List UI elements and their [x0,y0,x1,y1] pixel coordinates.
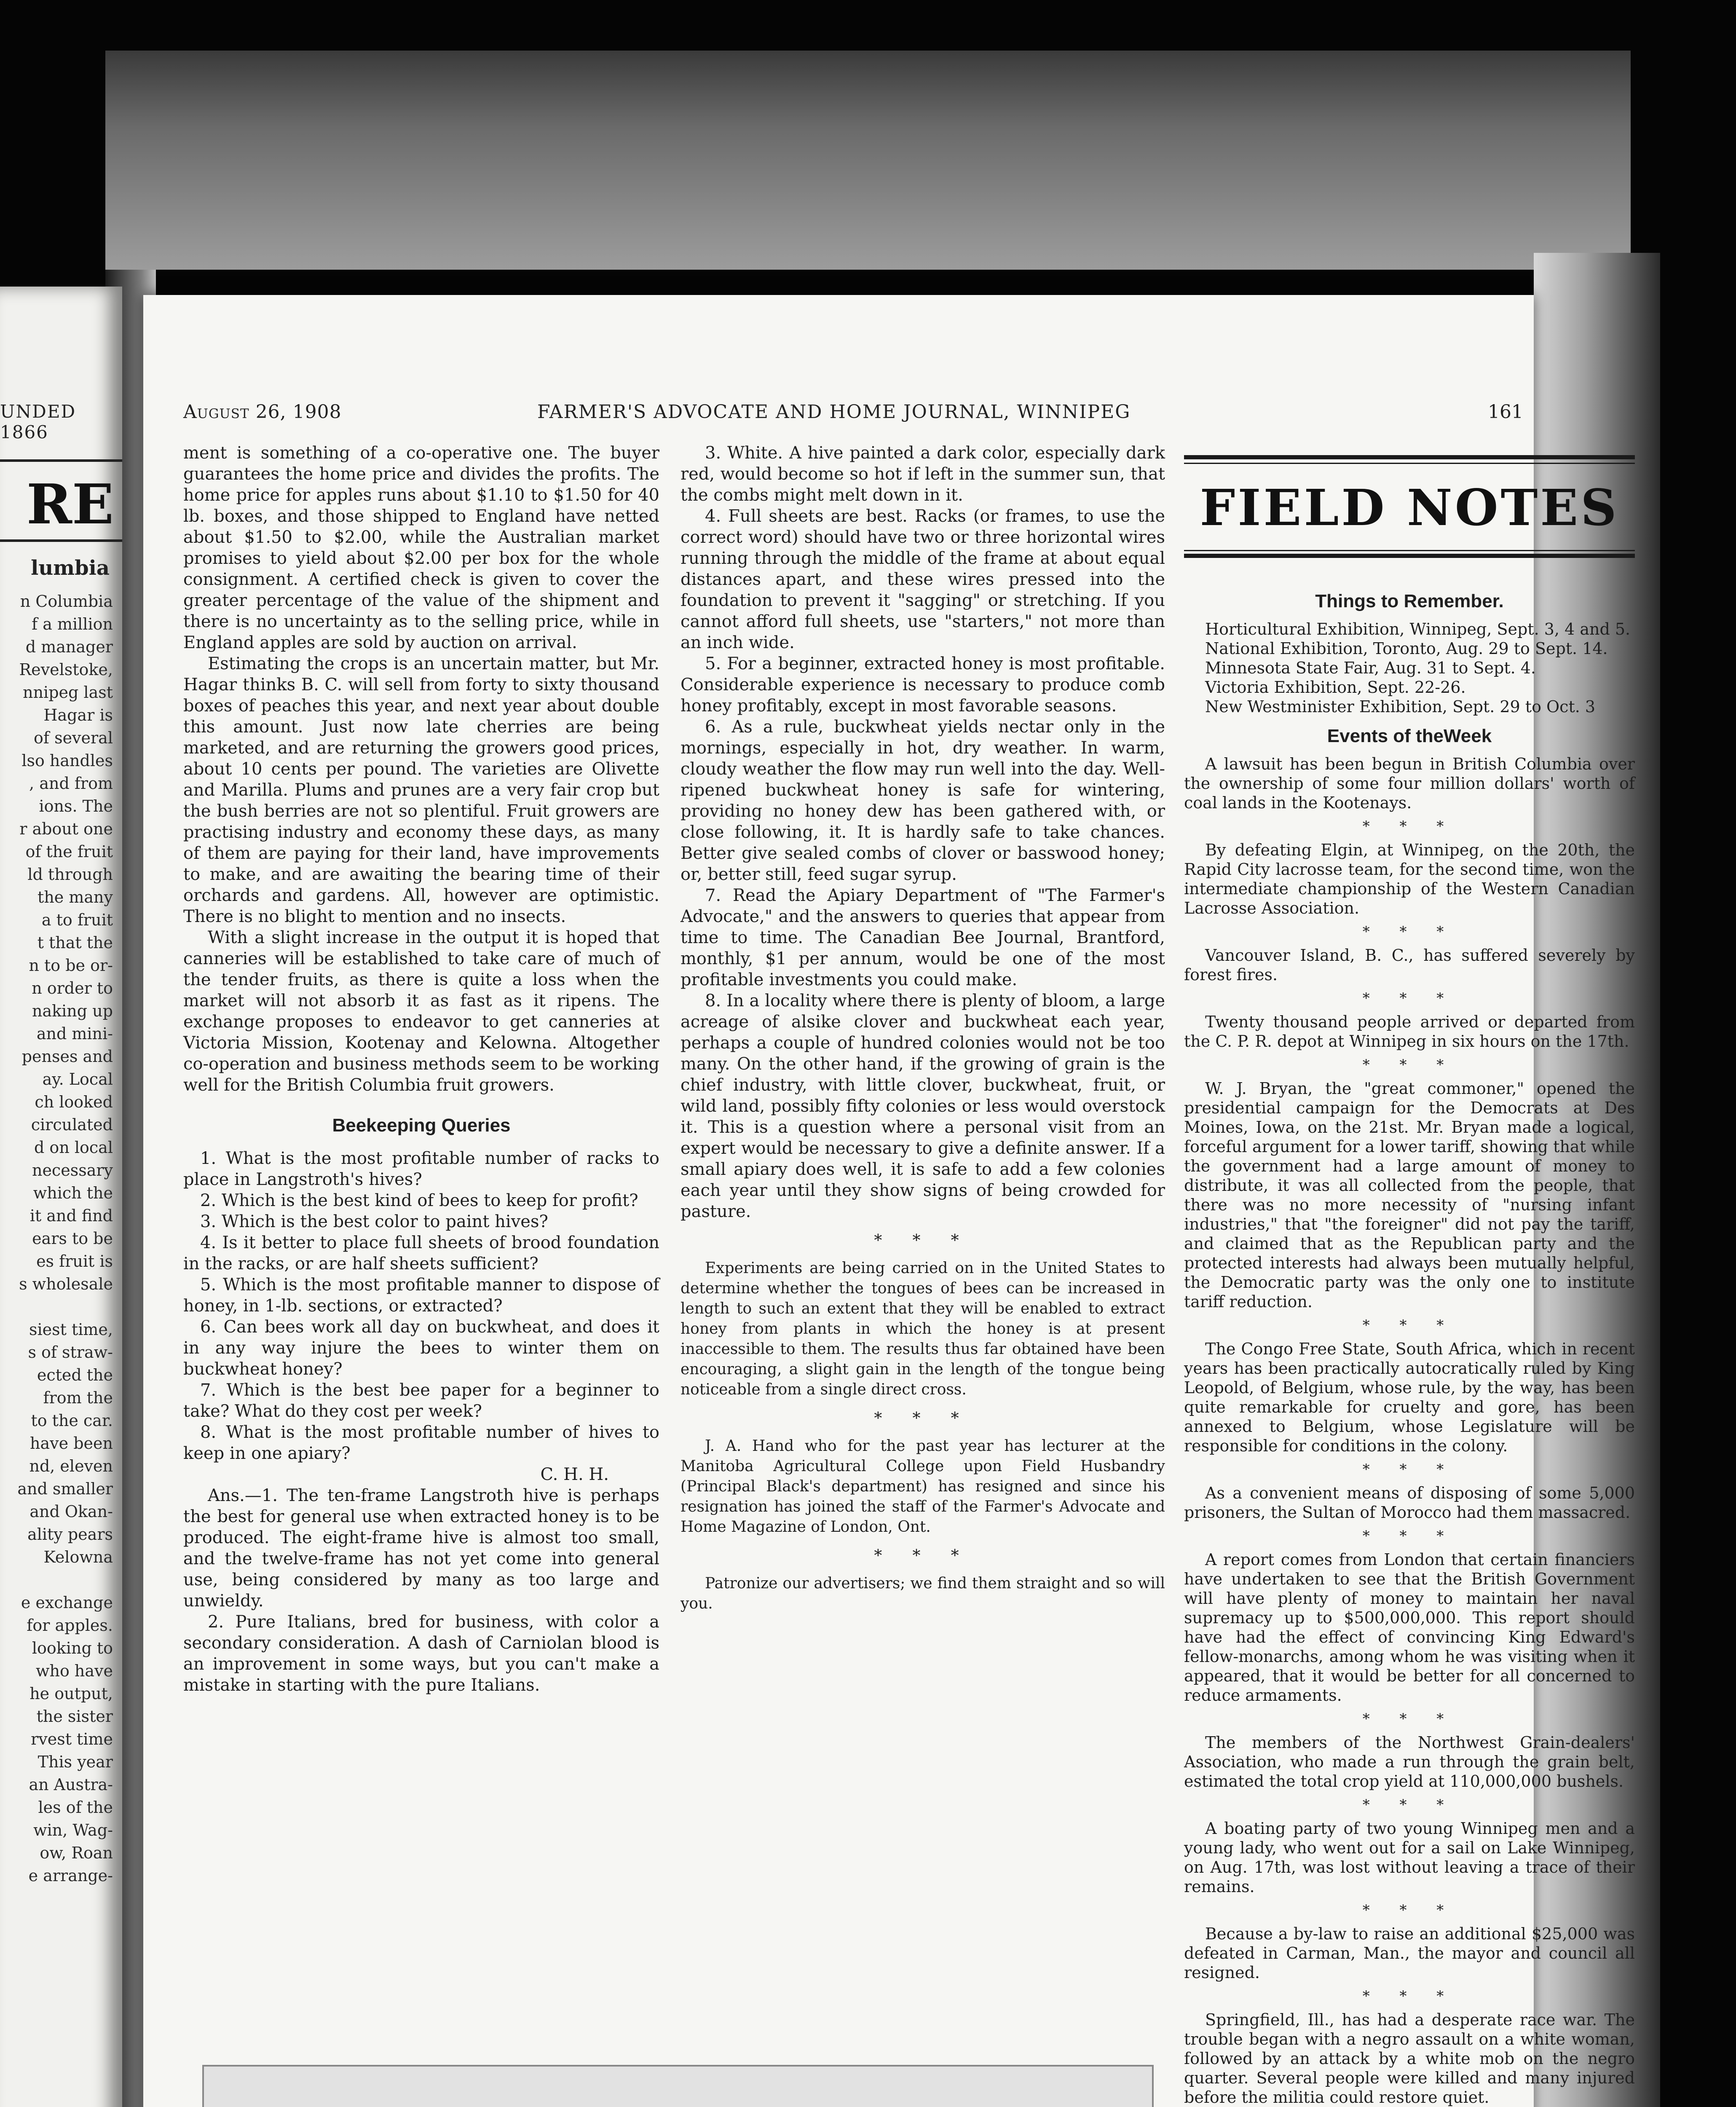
prev-line: This year [38,1753,113,1771]
answer-paragraph: Ans.—1. The ten-frame Langstroth hive is perhaps the best for general use when extracted honey is to be produced. The eight-frame hive is almost too small, and the twelve-frame has not yet come into general use, being considered by many as too large and unwieldy. [183,1486,659,1611]
event-item: A lawsuit has been begun in British Columbia over the ownership of some four million dollars' worth of coal lands in the Kootenays. [1184,755,1635,812]
separator: * * * [1362,818,1457,835]
prev-line: lso handles [21,751,113,770]
banner-rule-bottom [1184,554,1635,558]
prev-line: nnipeg last [23,683,113,702]
field-notes-title: FIELD NOTES [1200,478,1619,537]
patronize-paragraph: Patronize our advertisers; we find them straight and so will you. [680,1575,1165,1612]
separator: * * * [1362,1988,1457,2005]
experiments-paragraph: Experiments are being carried on in the United States to determine whether the tongues of bees can be increased in length to such an extent that they will be enabled to extract honey from plants in which the honey is at present inaccessible to them. The results thus far obtained have been encouraging, a slight gain in the length of the tongue being noticeable from a single direct cross. [680,1260,1165,1398]
prev-line: penses and [21,1047,113,1066]
prev-line: f a million [32,615,113,633]
query-item: 2. Which is the best kind of bees to keep for profit? [200,1191,638,1210]
article-paragraph: With a slight increase in the output it is hoped that canneries will be established to take care of much of the tender fruits, as there is quite a loss when the market will not absorb it as fast as it ripens. The exchange proposes to endeavor to get canneries at Victoria Mission, Kootenay and Kelowna. Altogether co-operation and business methods seem to be working well for the British Columbia fruit growers. [183,928,659,1095]
prev-line: ch looked [35,1093,113,1111]
prev-line: siest time, [29,1320,113,1339]
prev-line: e arrange- [28,1866,113,1885]
queries-list [183,1148,659,1464]
prev-line: of the fruit [25,842,113,861]
answer-paragraph: 6. As a rule, buckwheat yields nectar only in the mornings, especially in hot, dry weather. In warm, cloudy weather the flow may run well into the day. Well-ripened buckwheat honey is safe for wintering, providing no honey dew has been gathered with, or close following, it. It is hardly safe to take chances. Better give sealed combs of clover or basswood honey; or, better still, feed sugar syrup. [680,717,1165,884]
event-item: The Congo Free State, South Africa, which in recent years has been practically autocratically ruled by King Leopold, of Belgium, whose rule, by the way, has been quite remarkable for cruelty and gore, has been annexed to Belgium, whose Legislature will be responsible for conditions in the colony. [1184,1340,1635,1455]
prev-line: necessary [32,1161,113,1179]
prev-line: looking to [32,1639,113,1657]
prev-line: the many [38,888,113,906]
prev-line: it and find [29,1206,113,1225]
event-date-item: Victoria Exhibition, Sept. 22-26. [1205,678,1466,697]
prev-line: s of straw- [28,1343,113,1362]
answer-paragraph: 2. Pure Italians, bred for business, with color a secondary consideration. A dash of Carniolan blood is an improvement in some ways, but you can't make a mistake in starting with the pure Italians. [183,1612,659,1695]
query-item: 7. Which is the best bee paper for a beginner to take? What do they cost per week? [183,1381,659,1421]
answer-paragraph: 3. White. A hive painted a dark color, especially dark red, would become so hot if left in the summer sun, that the combs might melt down in it. [680,443,1165,505]
event-item: A boating party of two young Winnipeg men and a young lady, who went out for a sail on Lake Winnipeg, on Aug. 17th, was lost without leaving a trace of their remains. [1184,1819,1635,1896]
prev-line: naking up [32,1002,113,1020]
separator: * * * [1362,1056,1457,1073]
prev-line: to the car. [31,1411,113,1430]
event-date-item: National Exhibition, Toronto, Aug. 29 to Sept. 14. [1205,639,1608,658]
prev-line: ow, Roan [40,1844,113,1862]
event-date-item: Minnesota State Fair, Aug. 31 to Sept. 4. [1205,659,1536,677]
event-item: Vancouver Island, B. C., has suffered severely by forest fires. [1184,946,1635,984]
prev-line: ected the [37,1366,113,1384]
prev-line: for apples. [27,1616,113,1635]
event-item: W. J. Bryan, the "great commoner," opened the presidential campaign for the Democrats at Des Moines, Iowa, on the 21st. Mr. Bryan made a logical, forceful argument for a lower tariff, showing that while the government had a large amount of money to distribute, it was all collected from the people, that there was no more necessity of "nursing infant industries," that "the foreigner" did not pay the tariff, and claimed that as the Republican party and the protected interests had always been mutually helpful, the Democratic party was the only one to institute tariff reduction. [1184,1079,1635,1311]
running-head [183,401,1523,431]
answer-paragraph: 5. For a beginner, extracted honey is most profitable. Considerable experience is necessary to produce comb honey profitably, except in most favorable seasons. [680,654,1165,716]
separator: * * * [1362,1461,1457,1478]
event-date-item: Horticultural Exhibition, Winnipeg, Sept. 3, 4 and 5. [1205,620,1631,638]
event-item: The members of the Northwest Grain-dealers' Association, who made a run through the grain belt, estimated the total crop yield at 110,000,000 bushels. [1184,1733,1635,1791]
prev-line: nd, eleven [29,1457,113,1475]
separator: * * * [1362,990,1457,1007]
prev-line: circulated [31,1115,113,1134]
journal-page [143,295,1635,2107]
separator: * * * [1362,1528,1457,1544]
column-3 [1184,582,1635,2107]
banner-rule-top-thin [1184,463,1635,464]
prev-rule-top [0,459,122,462]
query-item: 1. What is the most profitable number of racks to place in Langstroth's hives? [183,1149,659,1189]
query-item: 5. Which is the most profitable manner to dispose of honey, in 1-lb. sections, or extracted? [183,1275,659,1316]
prev-line: d manager [25,638,113,656]
events-heading: Events of theWeek [1327,726,1492,746]
prev-rule-bottom [0,539,122,542]
separator: * * * [874,1409,972,1427]
prev-line: and Okan- [29,1502,113,1521]
beekeeping-heading: Beekeeping Queries [332,1115,511,1136]
answer-paragraph: 8. In a locality where there is plenty of bloom, a large acreage of alsike clover and buckwheat each year, perhaps a couple of hundred colonies would not be too many. On the other hand, if the growing of grain is the chief industry, with little clover, buckwheat, fruit, or wild land, possibly fifty colonies or less would overstock it. This is a question where a personal visit from an expert would be necessary to give a definite answer. If a small apiary does well, it is safe to add a few colonies each year until they show signs of being crowded for pasture. [680,991,1165,1221]
prev-line: , and from [29,774,113,793]
separator: * * * [1362,923,1457,940]
query-item: 3. Which is the best color to paint hives? [200,1212,548,1231]
event-item: As a convenient means of disposing of some 5,000 prisoners, the Sultan of Morocco had them massacred. [1184,1484,1635,1522]
prev-line: ions. The [39,797,113,815]
page-number: 161 [1488,401,1523,423]
hand-paragraph: J. A. Hand who for the past year has lecturer at the Manitoba Agricultural College upon Field Husbandry (Principal Black's department) has resigned and since his resignation has joined the staff of the Farmer's Advocate and Home Magazine of London, Ont. [680,1437,1165,1536]
prev-line: r about one [19,820,113,838]
prev-line: t that the [37,933,113,952]
photo-illustration [204,2067,1152,2107]
event-item: Twenty thousand people arrived or departed from the C. P. R. depot at Winnipeg in six hours on the 17th. [1184,1013,1635,1051]
issue-date: August 26, 1908 [183,401,342,423]
prev-line: s wholesale [19,1275,113,1293]
prev-line: les of the [38,1798,113,1817]
prev-line: which the [33,1184,113,1202]
signature: C. H. H. [540,1465,609,1484]
previous-page-edge [0,287,122,2107]
prev-line: Kelowna [43,1548,113,1566]
column-1 [183,442,659,1696]
prev-title-fragment: RE [26,472,114,536]
things-heading: Things to Remember. [1315,591,1504,611]
prev-line: ld through [27,865,113,884]
prev-line: es fruit is [36,1252,113,1271]
prev-line: ears to be [32,1229,113,1248]
article-paragraph: Estimating the crops is an uncertain matter, but Mr. Hagar thinks B. C. will sell from forty to sixty thousand boxes of peaches this year, and next year about double this amount. Just now late cherries are being marketed, and are returning the growers good prices, about 10 cents per pound. The varieties are Olivette and Marilla. Plums and prunes are a very fair crop but the bush berries are not so plentiful. Fruit growers are practising industry and economy these days, as many of them are paying for their land, have improvements to make, and are awaiting the bearing time of their orchards and gardens. All, however are optimistic. There is no blight to mention and no insects. [183,654,659,926]
prev-line: rvest time [31,1730,113,1748]
prev-line: n to be or- [29,956,113,975]
prev-line: n order to [32,979,113,997]
prev-line: and smaller [17,1480,113,1498]
prev-line: d on local [34,1138,113,1157]
prev-line: e exchange [21,1593,113,1612]
prev-subhead: lumbia [31,556,110,580]
power-sprayer-photo [202,2065,1154,2107]
query-item: 8. What is the most profitable number of hives to keep in one apiary? [183,1423,659,1463]
prev-line [0,1568,113,1591]
event-item: A report comes from London that certain financiers have undertaken to see that the British Government will have plenty of money to maintain her naval supremacy up to $500,000,000. This report should have had the effect of convincing King Edward's fellow-monarchs, among whom he was visiting when it appeared, that it would be better for all concerned to reduce armaments. [1184,1550,1635,1705]
prev-line: from the [43,1389,113,1407]
prev-running-head: UNDED 1866 [0,401,76,442]
prev-line: an Austra- [29,1775,113,1794]
prev-line: who have [35,1662,113,1680]
scanner-frame-top [105,51,1631,270]
prev-line: and mini- [36,1024,113,1043]
answer-paragraph: 7. Read the Apiary Department of "The Farmer's Advocate," and the answers to queries that appear from time to time. The Canadian Bee Journal, Brantford, monthly, $1 per annum, would be one of the most profitable investments you could make. [680,886,1165,989]
separator: * * * [874,1231,972,1249]
prev-line: Revelstoke, [19,660,113,679]
event-date-item: New Westminister Exhibition, Sept. 29 to Oct. 3 [1205,697,1596,716]
banner-rule-top [1184,455,1635,459]
separator: * * * [1362,1902,1457,1919]
things-list [1184,619,1635,716]
separator: * * * [1362,1317,1457,1334]
prev-column-fragments [0,590,113,1887]
prev-line: Hagar is [43,706,113,724]
answer-paragraph: 4. Full sheets are best. Racks (or frames, to use the correct word) should have two or three horizontal wires running through the middle of the frame at about equal distances apart, and these wires pressed into the foundation to prevent it "sagging" or stretching. If you cannot afford full sheets, use "starters," not more than an inch wide. [680,507,1165,652]
prev-line: ality pears [27,1525,113,1544]
prev-line: of several [34,729,113,747]
prev-line: the sister [36,1707,113,1726]
banner-rule-bottom-thin [1184,550,1635,551]
prev-line: a to fruit [41,911,113,929]
prev-line [0,1295,113,1318]
article-paragraph: ment is something of a co-operative one. The buyer guarantees the home price and divides the profits. The home price for apples runs about $1.10 to $1.50 for 40 lb. boxes, and those shipped to England have netted about $1.50 to $2.00, while the Australian market promises to yield about $2.00 per box for the whole consignment. A certified check is given to cover the greater percentage of the value of the shipment and there is no uncertainty as to the selling price, while in England apples are sold by auction on arrival. [183,443,659,652]
prev-line: n Columbia [20,592,113,611]
event-item: By defeating Elgin, at Winnipeg, on the 20th, the Rapid City lacrosse team, for the second time, won the intermediate championship of the Western Canadian Lacrosse Association. [1184,841,1635,917]
prev-line: have been [30,1434,113,1453]
prev-line: he output, [29,1684,113,1703]
query-item: 4. Is it better to place full sheets of brood foundation in the racks, or are half sheets sufficient? [183,1233,659,1273]
field-notes-banner [1184,455,1635,565]
separator: * * * [874,1546,972,1565]
journal-title: FARMER'S ADVOCATE AND HOME JOURNAL, WINNIPEG [537,401,1131,423]
event-item: Springfield, Ill., has had a desperate race war. The trouble began with a negro assault on a white woman, followed by an attack by a white mob on the negro quarter. Several people were killed and many injured before the militia could restore quiet. [1184,2010,1635,2107]
event-item: Because a by-law to raise an additional $25,000 was defeated in Carman, Man., the mayor and council all resigned. [1184,1925,1635,1982]
separator: * * * [1362,1796,1457,1813]
query-item: 6. Can bees work all day on buckwheat, and does it in any way injure the bees to winter them on buckwheat honey? [183,1317,659,1379]
separator: * * * [1362,1710,1457,1727]
column-2 [680,442,1165,1614]
prev-line: win, Wag- [33,1821,113,1839]
prev-line: ay. Local [42,1070,113,1088]
